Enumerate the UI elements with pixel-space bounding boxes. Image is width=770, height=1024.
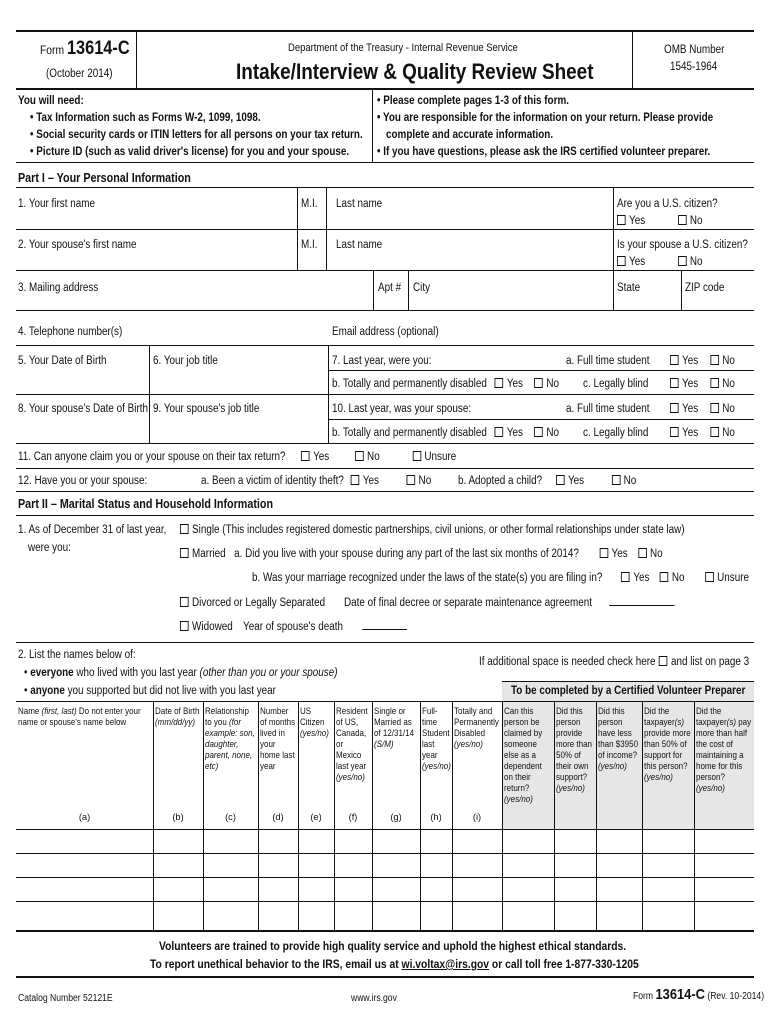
column-letter: (c) [225,812,236,822]
spouse-citizen-no-checkbox[interactable] [678,256,687,266]
married-b-no-checkbox[interactable] [660,572,669,582]
note-item: complete and accurate information. [386,129,554,141]
footer-form-number: 13614-C [655,986,705,1003]
form-title: Intake/Interview & Quality Review Sheet [236,59,594,84]
spouse-first-name-field[interactable]: 2. Your spouse's first name [18,239,137,251]
table-header: Date of Birth (mm/dd/yy) [155,706,200,727]
married-a-question: a. Did you live with your spouse during any part of the last six months of 2014? [234,548,579,560]
spouse-citizen-yes-checkbox[interactable] [617,256,626,266]
column-letter: (f) [348,812,358,822]
state-field[interactable]: State [617,282,641,294]
spouse-fulltime-yes-checkbox[interactable] [670,403,679,413]
top-rule [16,30,754,32]
blind-yes-checkbox[interactable] [670,378,679,388]
divorce-date-input[interactable] [609,596,674,606]
additional-space-checkbox[interactable] [659,656,668,666]
married-b-question: b. Was your marriage recognized under the laws of the state(s) you are filing in? [252,572,603,584]
spouse-disabled-yes-checkbox[interactable] [495,427,504,437]
widowed-label: Widowed [192,621,233,633]
married-label: Married [192,548,226,560]
spouse-fulltime-label: a. Full time student [566,403,650,415]
table-row[interactable] [16,877,754,878]
q11-label: 11. Can anyone claim you or your spouse on their tax return? [18,451,286,463]
column-letter: (h) [430,812,442,822]
q11-unsure-checkbox[interactable] [412,451,421,461]
table-header: Single or Married as of 12/31/14 (S/M) [374,706,415,749]
volunteer-banner: To be completed by a Certified Volunteer Preparer [511,685,746,697]
column-letter: (a) [78,812,91,822]
table-header: US Citizen (yes/no) [300,706,329,738]
spouse-blind-yes-checkbox[interactable] [670,427,679,437]
column-letter: (i) [472,812,482,822]
divorced-checkbox[interactable] [180,597,189,607]
fulltime-no-checkbox[interactable] [710,355,719,365]
email-field[interactable]: Email address (optional) [332,326,439,338]
death-year-input[interactable] [362,620,407,630]
spouse-blind-no-checkbox[interactable] [710,427,719,437]
q12b-yes-checkbox[interactable] [556,475,565,485]
spouse-job-field[interactable]: 9. Your spouse's job title [153,403,260,415]
form-number: 13614-C [66,38,130,59]
citizen-yes-checkbox[interactable] [617,215,626,225]
married-checkbox[interactable] [180,548,189,558]
table-header: Relationship to you (for example: son, daughter, parent, none, etc) [205,706,255,771]
table-header: Resident of US, Canada, or Mexico last year (yes/no) [336,706,368,782]
citizen-no-checkbox[interactable] [678,215,687,225]
catalog-number: Catalog Number 52121E [18,993,113,1004]
table-row[interactable] [16,853,754,854]
last-name-field[interactable]: Last name [336,198,383,210]
job-title-field[interactable]: 6. Your job title [153,355,218,367]
city-field[interactable]: City [413,282,431,294]
divorced-label: Divorced or Legally Separated [192,597,326,609]
omb-number: 1545-1964 [670,61,718,73]
table-header: Totally and Permanently Disabled (yes/no) [454,706,499,749]
spouse-fulltime-no-checkbox[interactable] [710,403,719,413]
last-year-label: 7. Last year, were you: [332,355,432,367]
table-header: Full-time Student last year (yes/no) [422,706,451,771]
spouse-dob-field[interactable]: 8. Your spouse's Date of Birth [18,403,148,415]
zip-field[interactable]: ZIP code [685,282,725,294]
single-label: Single (This includes registered domestic partnerships, civil unions, or other formal relationships under state law) [192,524,685,536]
note-item: If you have questions, please ask the IRS certified volunteer preparer. [383,146,711,158]
widowed-checkbox[interactable] [180,621,189,631]
need-item: Tax Information such as Forms W-2, 1099, 1098. [36,112,261,124]
form-page: Form 13614-C (October 2014) Department of the Treasury - Internal Revenue Service Intake/Interview & Quality Review Sheet OMB Number 1545-1964 You will need: • Tax Information such as Forms W-2, 1099, 1098. • Social security cards or ITIN letters for all persons on your tax return. • Picture ID (such as valid driver's license) for you and your spouse. • Please complete pages 1-3 of this form. • You are responsible for the information on your return. Please provide complete and accurate information. • If you have questions, please ask the IRS certified volunteer preparer. Part I – Your Personal Information 1. Your first name M.I. Last name Are you a U.S. citizen? Yes No 2. Your spouse's first name M.I. Last name Is your spouse a U.S. citizen? Yes No 3. Mailing address Apt # City State ZIP code 4. Telephone number(s) Email address (optional) 5. Your Date of Birth 6. Your job title 7. Last year, were you: a. Full time student Yes No b. Totally and permanently disabled Yes No c. Legally blind Yes No 8. Your spouse's Date of Birth 9. Your spouse's job title 10. Last year, was your spouse: a. Full time student Yes No b. Totally and permanently disabled Yes No c. Legally blind Yes No 11. Can anyone claim you or your spouse on their tax return? Yes No Unsure 12. Have you or your spouse: a. Been a victim of identity theft? Yes No b. Adopted a child? Yes No Part II – Marital Status and Household Information 1. As of December 31 of last year, were you: Single (This includes registered domestic partnerships, civil unions, or other formal relationships under state law) Married a. Did you live with your spouse during any part of the last six months of 2014? Yes No b. Was your marriage recognized under the laws of the state(s) you are filing in? Yes No Unsure Divorced or Legally Separated Date of final decree or separate maintenance agreement Widowed Year of spouse's death 2. List the names below of: • everyone who lived with you last year (other than you or your spouse) • anyone you supported but did not live with you last year If additional space is needed check here and list on page 3 To be completed by a Certified Volunteer Preparer Name (first, last) Do not enter your name or spouse's name below (a) Date of Birth (mm/dd/yy) (b) Relationship to you (for example: son, daughter, parent, none, etc) (c) Number of months lived in your home last year (d) US Citizen (yes/no) (e) Resident of US, Canada, or Mexico last year (yes/no) (f) Single or Married as of 12/31/14 (S/M) (g) Full-time Student last year (yes/no) (h) Totally and Permanently Disabled (yes/no) (i) Can this person be claimed by someone else as a dependent on their return? (yes/no) Did this person provide more than 50% of their own support? (yes/no) Did this person have less than $3950 of income? (yes/no) Did the taxpayer(s) provide more than 50% of support for this person? (yes/no) Did the taxpayer(s) pay more than half the cost of maintaining a home for this person? (yes/no) Volunteers are trained to provide high quality service and uphold the highest ethical standards. To report unethical behavior to the IRS, email us at wi.voltax@irs.gov or call toll free 1-877-330-1205 Catalog Number 52121E www.irs.gov Form 13614-C (Rev. 10-2014) [16,30,754,994]
part1-title: Part I – Your Personal Information [18,171,191,185]
note-item: You are responsible for the information on your return. Please provide [383,112,714,124]
q11-yes-checkbox[interactable] [301,451,310,461]
omb-label: OMB Number [664,44,725,56]
you-will-need-heading: You will need: [18,95,84,107]
blind-no-checkbox[interactable] [710,378,719,388]
column-letter: (d) [272,812,284,822]
need-item: Picture ID (such as valid driver's license) for you and your spouse. [36,146,350,158]
dob-field[interactable]: 5. Your Date of Birth [18,355,107,367]
q12a-yes-checkbox[interactable] [351,475,360,485]
table-header: Did this person provide more than 50% of their own support? (yes/no) [556,706,592,793]
q12a-no-checkbox[interactable] [407,475,416,485]
additional-space-label: If additional space is needed check here [479,656,656,668]
q12b-label: b. Adopted a child? [458,475,543,487]
footer-ethics: Volunteers are trained to provide high quality service and uphold the highest ethical standards. [159,939,627,953]
form-date: (October 2014) [46,68,113,80]
married-b-yes-checkbox[interactable] [621,572,630,582]
married-b-unsure-checkbox[interactable] [705,572,714,582]
married-a-no-checkbox[interactable] [638,548,647,558]
disabled-yes-checkbox[interactable] [495,378,504,388]
website: www.irs.gov [351,993,397,1004]
q12-label: 12. Have you or your spouse: [18,475,148,487]
footer-revision: (Rev. 10-2014) [707,991,765,1002]
spouse-disabled-no-checkbox[interactable] [534,427,543,437]
table-header: Number of months lived in your home last year [260,706,296,771]
spouse-last-year-label: 10. Last year, was your spouse: [332,403,472,415]
first-name-field[interactable]: 1. Your first name [18,198,95,210]
phone-field[interactable]: 4. Telephone number(s) [18,326,123,338]
table-header: Name (first, last) Do not enter your name or spouse's name below [18,706,141,727]
citizen-question: Are you a U.S. citizen? [617,198,718,210]
married-a-yes-checkbox[interactable] [600,548,609,558]
marital-question: 1. As of December 31 of last year, [18,524,167,536]
apt-field[interactable]: Apt # [378,282,402,294]
divorce-date-label: Date of final decree or separate maintenance agreement [344,597,592,609]
q12a-label: a. Been a victim of identity theft? [201,475,344,487]
column-letter: (b) [172,812,184,822]
spouse-blind-label: c. Legally blind [583,427,649,439]
disabled-label: b. Totally and permanently disabled [332,378,487,390]
q11-no-checkbox[interactable] [355,451,364,461]
need-item: Social security cards or ITIN letters for all persons on your tax return. [36,129,363,141]
part2-title: Part II – Marital Status and Household Information [18,497,274,511]
fulltime-student-label: a. Full time student [566,355,650,367]
death-year-label: Year of spouse's death [243,621,343,633]
fulltime-yes-checkbox[interactable] [670,355,679,365]
spouse-disabled-label: b. Totally and permanently disabled [332,427,487,439]
note-item: Please complete pages 1-3 of this form. [383,95,569,107]
table-row[interactable] [16,901,754,902]
column-letter: (e) [310,812,322,822]
spouse-citizen-question: Is your spouse a U.S. citizen? [617,239,748,251]
q12b-no-checkbox[interactable] [612,475,621,485]
disabled-no-checkbox[interactable] [534,378,543,388]
table-header: Did the taxpayer(s) provide more than 50% of support for this person? (yes/no) [644,706,691,782]
table-header: Did the taxpayer(s) pay more than half the cost of maintaining a home for this person? (yes/no) [696,706,752,793]
department: Department of the Treasury - Internal Revenue Service [288,42,518,54]
form-label: Form [40,43,65,57]
table-header: Did this person have less than $3950 of income? (yes/no) [598,706,639,771]
mailing-address-field[interactable]: 3. Mailing address [18,282,99,294]
report-email-link[interactable]: wi.voltax@irs.gov [401,957,490,971]
footer-report: To report unethical behavior to the IRS, email us at [150,957,402,971]
spouse-last-name-field[interactable]: Last name [336,239,383,251]
column-letter: (g) [390,812,402,822]
single-checkbox[interactable] [180,524,189,534]
household-list-question: 2. List the names below of: [18,649,136,661]
spouse-mi-field[interactable]: M.I. [301,239,318,251]
mi-field[interactable]: M.I. [301,198,318,210]
table-header: Can this person be claimed by someone else as a dependent on their return? (yes/no) [504,706,543,804]
legally-blind-label: c. Legally blind [583,378,649,390]
